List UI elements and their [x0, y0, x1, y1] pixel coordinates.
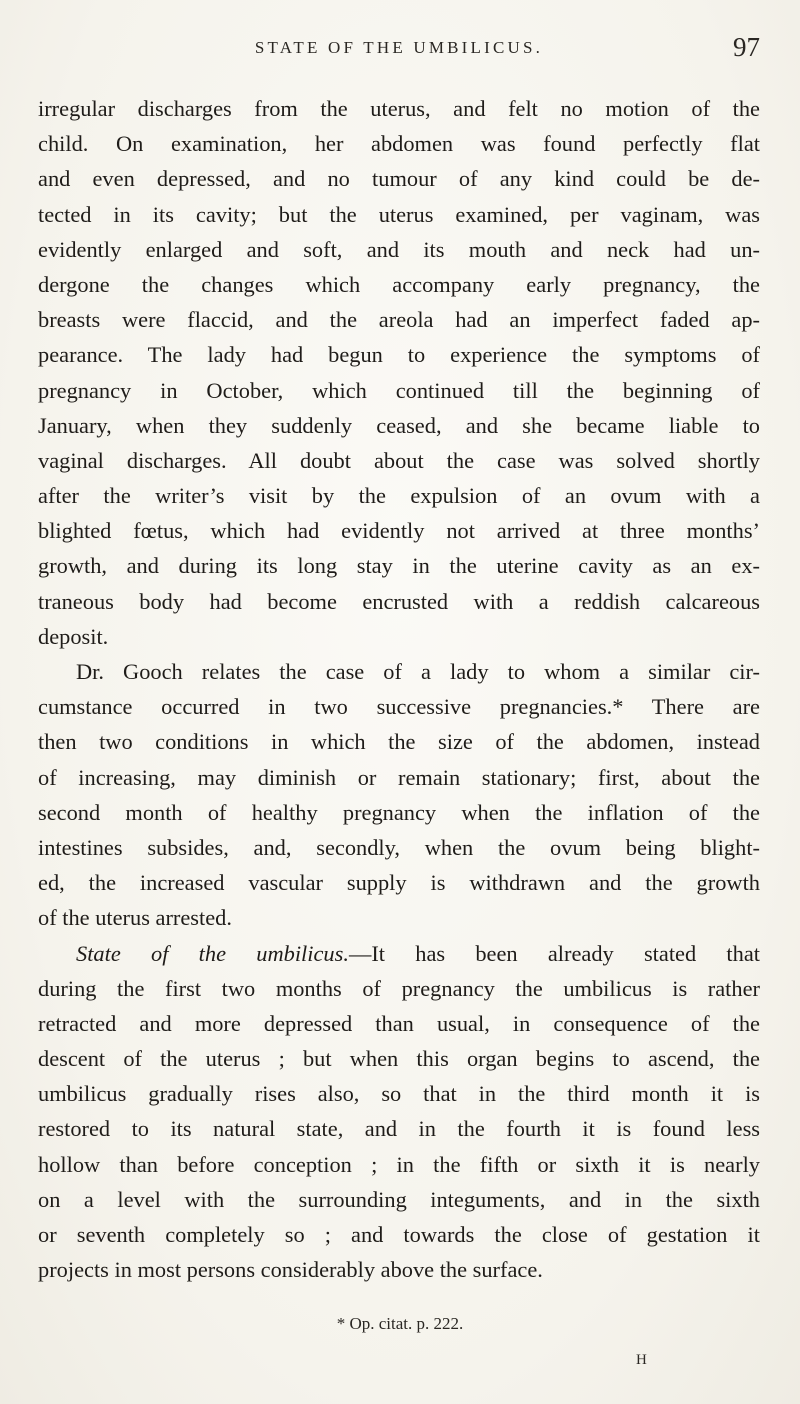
text-line: cumstance occurred in two successive pregnancies.* There are	[38, 694, 760, 720]
text-line: or seventh completely so ; and towards the close of gestation it	[38, 1222, 760, 1247]
text-line: deposit.	[38, 623, 109, 649]
text-line: blighted fœtus, which had evidently not arrived at three months’	[38, 518, 760, 544]
text-line: on a level with the surrounding integuments, and in the sixth	[38, 1186, 760, 1212]
text-line: tected in its cavity; but the uterus examined, per vaginam, was	[38, 201, 760, 227]
section-heading: State of the umbilicus.	[76, 940, 349, 966]
paragraph-3	[38, 936, 760, 1288]
text-line: retracted and more depressed than usual, in consequence of the	[38, 1010, 760, 1036]
text-line: pregnancy in October, which continued till the beginning of	[38, 377, 760, 403]
text-line: then two conditions in which the size of the abdomen, instead	[38, 729, 760, 755]
page-number: 97	[733, 32, 760, 62]
paragraph-2	[38, 654, 760, 936]
text-line: hollow than before conception ; in the fifth or sixth it is nearly	[38, 1151, 760, 1177]
text-line: pearance. The lady had begun to experience the symptoms of	[38, 342, 760, 368]
section-first-line	[38, 936, 760, 971]
text-line: of increasing, may diminish or remain stationary; first, about the	[38, 764, 760, 790]
page-header	[38, 34, 760, 68]
text-line: second month of healthy pregnancy when the inflation of the	[38, 799, 760, 825]
text-line: projects in most persons considerably above the surface.	[38, 1257, 543, 1283]
text-line: breasts were flaccid, and the areola had an imperfect faded ap-	[38, 307, 760, 333]
text-line: umbilicus gradually rises also, so that in the third month it is	[38, 1081, 760, 1107]
text-line: evidently enlarged and soft, and its mouth and neck had un-	[38, 236, 760, 262]
signature-mark: H	[636, 1352, 648, 1368]
text-line: after the writer’s visit by the expulsion of an ovum with a	[38, 483, 760, 509]
text-line: dergone the changes which accompany early pregnancy, the	[38, 271, 760, 297]
running-head: STATE OF THE UMBILICUS.	[254, 38, 544, 57]
text-line: child. On examination, her abdomen was found perfectly flat	[38, 131, 760, 157]
text-line: descent of the uterus ; but when this organ begins to ascend, the	[38, 1046, 760, 1072]
text-line: vaginal discharges. All doubt about the case was solved shortly	[38, 447, 760, 473]
text-line: January, when they suddenly ceased, and she became liable to	[38, 412, 760, 438]
text-line: irregular discharges from the uterus, and felt no motion of the	[38, 96, 760, 121]
text-line: and even depressed, and no tumour of any kind could be de-	[38, 166, 760, 192]
section-first-line-text: —It has been already stated that	[348, 940, 760, 966]
paragraph-1	[38, 91, 760, 654]
footnote: * Op. citat. p. 222.	[336, 1314, 464, 1333]
text-line: Dr. Gooch relates the case of a lady to whom a similar cir-	[76, 659, 760, 684]
text-line: restored to its natural state, and in the fourth it is found less	[38, 1116, 760, 1142]
text-line: of the uterus arrested.	[38, 905, 232, 931]
text-line: intestines subsides, and, secondly, when the ovum being blight-	[38, 834, 760, 860]
text-line: traneous body had become encrusted with a reddish calcareous	[38, 588, 760, 614]
body-text	[38, 91, 760, 1287]
text-line: ed, the increased vascular supply is withdrawn and the growth	[38, 870, 760, 896]
text-line: during the first two months of pregnancy the umbilicus is rather	[38, 975, 760, 1001]
text-line: growth, and during its long stay in the uterine cavity as an ex-	[38, 553, 760, 579]
